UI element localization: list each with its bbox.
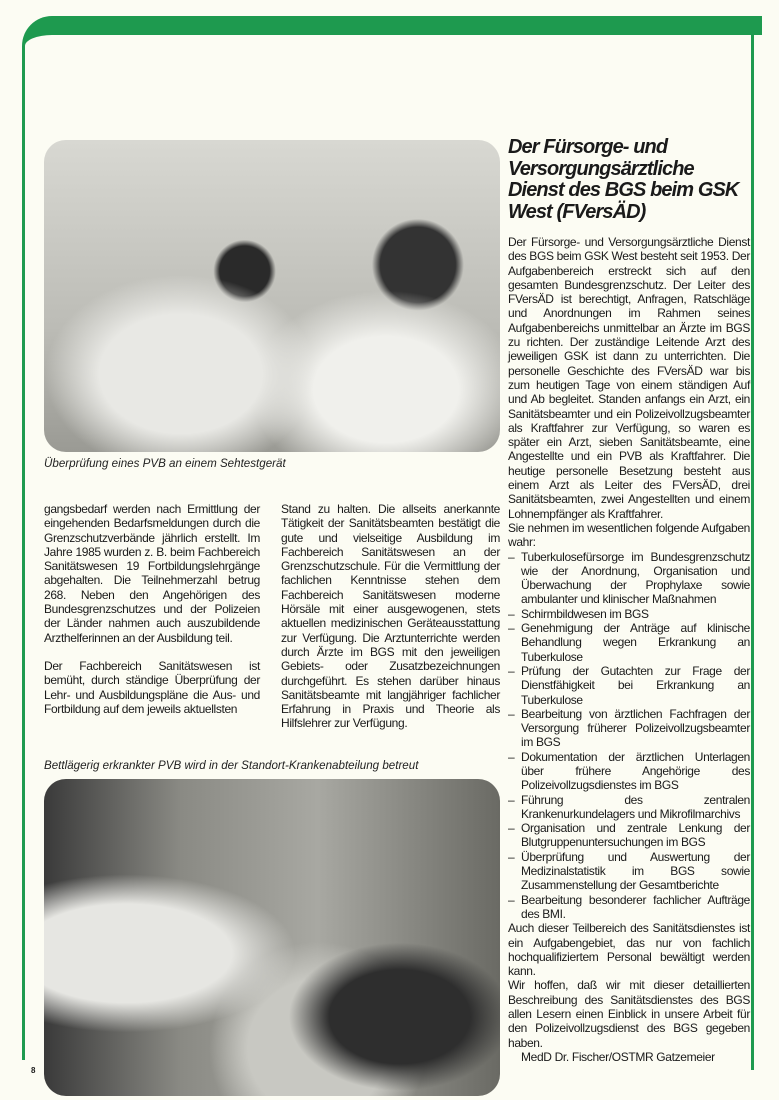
- photo-eye-test: [44, 140, 500, 452]
- list-item: – Organisation und zentrale Lenkung der Blutgruppenuntersuchungen im BGS: [508, 821, 750, 850]
- list-item: – Prüfung der Gutachten zur Frage der Dienstfähigkeit bei Erkrankung an Tuberkulose: [508, 664, 750, 707]
- paragraph: gangsbedarf werden nach Ermittlung der eingehenden Bedarfsmeldungen durch die Grenzschutzverbände jährlich erstellt. Im Jahre 1985 wurden z. B. beim Fachbereich Sanitätswesen 19 Fortbildungslehrgänge abgehalten. Die Teilnehmerzahl betrug 268. Neben den Angehörigen des Bundesgrenzschutzes und der Polizeien der Länder nahmen auch auszubildende Arzthelferinnen an der Ausbildung teil.: [44, 502, 260, 645]
- task-list: [508, 550, 750, 922]
- photo-caption: Bettlägerig erkrankter PVB wird in der Standort-Krankenabteilung betreut: [44, 758, 419, 772]
- article-column-left: [44, 502, 260, 731]
- paragraph: Der Fachbereich Sanitätswesen ist bemüht, durch ständige Überprüfung der Lehr- und Ausbildungspläne die Aus- und Fortbildung auf dem jeweils aktuellsten: [44, 658, 260, 716]
- green-frame-right: [751, 16, 754, 1070]
- article-columns: [44, 502, 500, 731]
- photo-sick-bay: [44, 779, 500, 1096]
- list-item: – Bearbeitung besonderer fachlicher Aufträge des BMI.: [508, 893, 750, 922]
- right-article: [508, 137, 750, 1064]
- green-frame-left: [22, 60, 25, 1060]
- list-item: – Tuberkulosefürsorge im Bundesgrenzschutz wie der Anordnung, Organisation und Überwachung der Prophylaxe sowie ambulanter und klinischer Maßnahmen: [508, 550, 750, 607]
- article-column-right: [508, 235, 750, 1064]
- left-article: [44, 140, 500, 1096]
- paragraph: Wir hoffen, daß wir mit dieser detaillierten Beschreibung des Sanitätsdienstes des BGS allen Lesern einen Einblick in unsere Arbeit für den Polizeivollzugsdienst des BGS gegeben haben.: [508, 978, 750, 1050]
- article-column-middle: [281, 502, 500, 731]
- page-number: 8: [31, 1066, 36, 1075]
- paragraph: Auch dieser Teilbereich des Sanitätsdienstes ist ein Aufgabengebiet, das nur von fachlich hochqualifiziertem Personal bewältigt werden kann.: [508, 921, 750, 979]
- green-frame-top: [22, 16, 762, 76]
- list-item: – Bearbeitung von ärztlichen Fachfragen der Versorgung früherer Polizeivollzugsbeamter im BGS: [508, 707, 750, 750]
- list-item: – Überprüfung und Auswertung der Medizinalstatistik im BGS sowie Zusammenstellung der Gesamtberichte: [508, 850, 750, 893]
- photo-caption: Überprüfung eines PVB an einem Sehtestgerät: [44, 457, 286, 470]
- list-item: – Genehmigung der Anträge auf klinische Behandlung wegen Erkrankung an Tuberkulose: [508, 621, 750, 664]
- article-headline: Der Fürsorge- und Versorgungsärztliche Dienst des BGS beim GSK West (FVersÄD): [508, 136, 739, 223]
- paragraph: Der Fürsorge- und Versorgungsärztliche Dienst des BGS beim GSK West besteht seit 1953. Der Aufgabenbereich erstreckt sich auf den gesamten Bundesgrenzschutz. Der Leiter des FVersÄD ist berechtigt, Anfragen, Ratschläge und Anordnungen im Rahmen seines Aufgabenbereichs unmittelbar an Ärzte im BGS zu richten. Der zuständige Leitende Arzt des jeweiligen GSK ist dann zu unterrichten. Die personelle Geschichte des FVersÄD war bis zum heutigen Tage von einem ständigen Auf und Ab begleitet. Standen anfangs ein Arzt, ein Sanitätsbeamter und ein Polizeivollzugsbeamter als Kraftfahrer zur Verfügung, so waren es später ein Arzt, sieben Sanitätsbeamte, eine Angestellte und ein PVB als Kraftfahrer. Die heutige personelle Besetzung besteht aus einem Arzt als Leiter des FVersÄD, drei Sanitätsbeamten, zwei Angestellten und einem Lohnempfänger als Kraftfahrer.: [508, 235, 750, 521]
- author-line: MedD Dr. Fischer/OSTMR Gatzemeier: [521, 1049, 715, 1064]
- list-item: – Dokumentation der ärztlichen Unterlagen über frühere Angehörige des Polizeivollzugsdienstes im BGS: [508, 750, 750, 793]
- list-item: – Schirmbildwesen im BGS: [508, 607, 750, 621]
- paragraph: Stand zu halten. Die allseits anerkannte Tätigkeit der Sanitätsbeamten bestätigt die gute und vielseitige Ausbildung im Fachbereich Sanitätswesen an der Grenzschutzschule. Für die Vermittlung der fachlichen Kenntnisse stehen dem Fachbereich Sanitätswesen moderne Hörsäle mit einer ausgewogenen, stets aktuellen medizinischen Geräteausstattung zur Verfügung. Die Arztunterrichte werden durch Ärzte im BGS mit den jeweiligen Gebiets- oder Zusatzbezeichnungen durchgeführt. Es stehen darüber hinaus Sanitätsbeamte mit langjähriger fachlicher Erfahrung in Praxis und Theorie als Hilfslehrer zur Verfügung.: [281, 502, 500, 731]
- paragraph: Sie nehmen im wesentlichen folgende Aufgaben wahr:: [508, 520, 750, 550]
- list-item: – Führung des zentralen Krankenurkundelagers und Mikrofilmarchivs: [508, 793, 750, 822]
